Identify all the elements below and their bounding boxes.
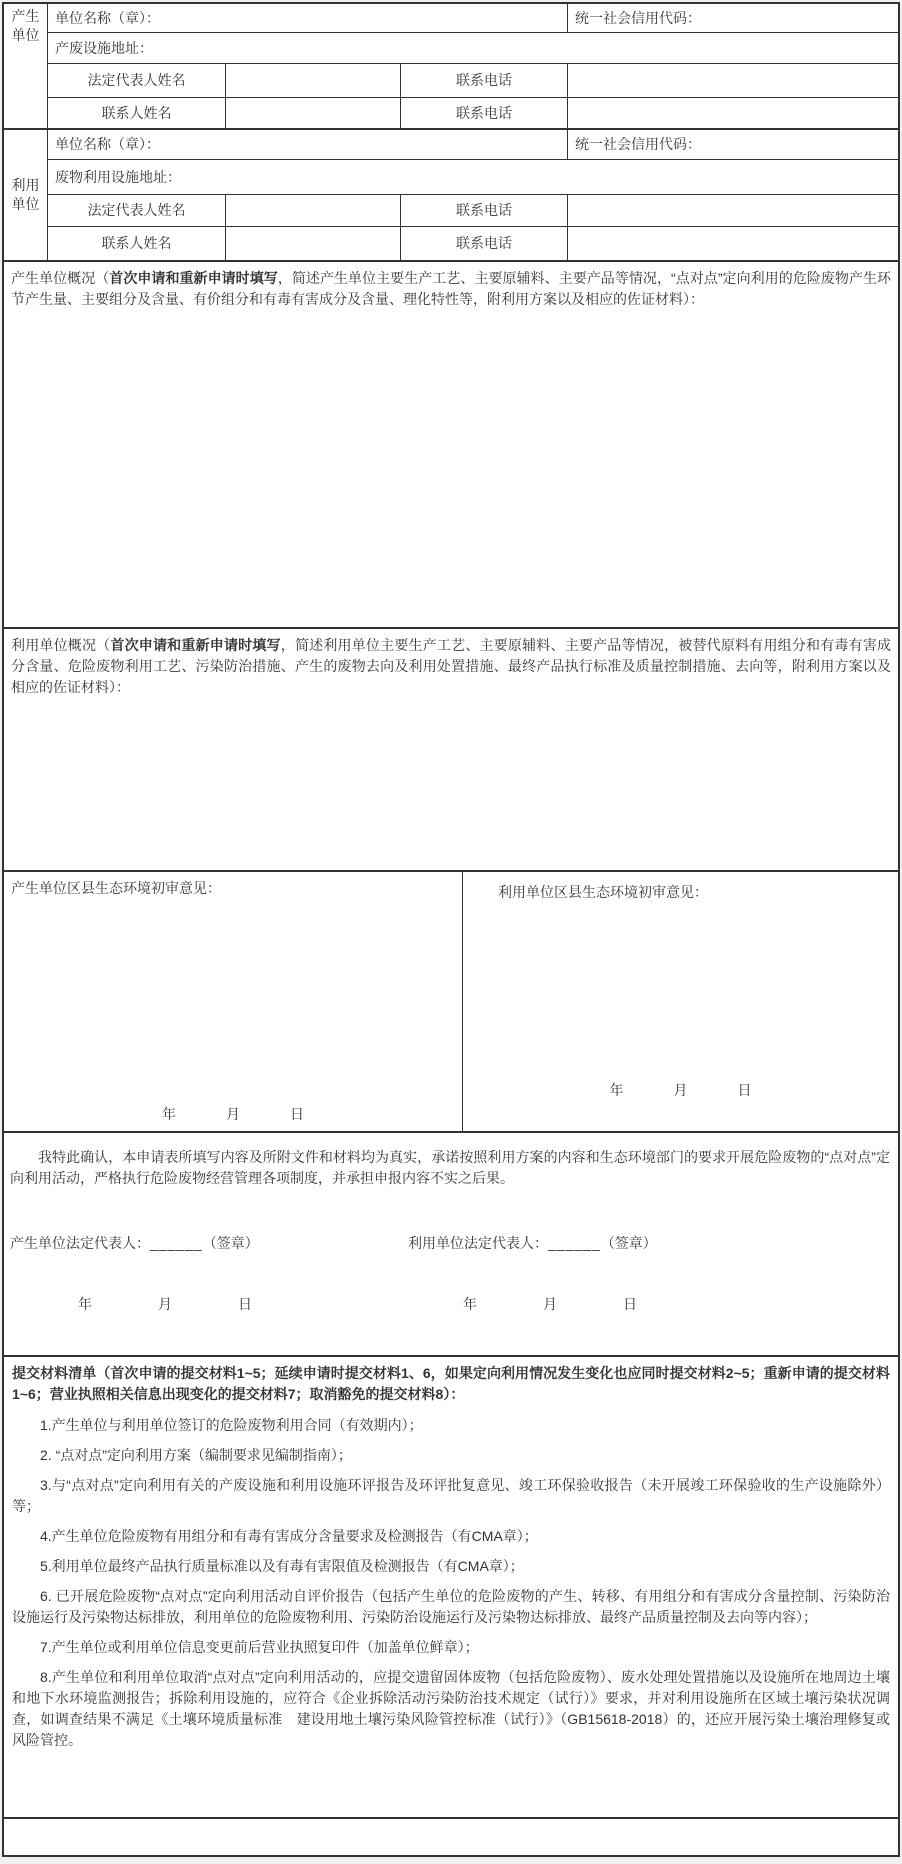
user-legal-rep-value-cell: [226, 195, 401, 227]
materials-item-6: 6. 已开展危险废物“点对点”定向利用活动自评价报告（包括产生单位的危险废物的产生、转移、有用组分和有害成分含量控制、污染防治设施运行及污染物达标排放，利用单位的危险废物利用、污染防治设施运行及污染物达标排放、最终产品质量控制及去向等内容）；: [12, 1588, 890, 1625]
day-label: 日: [238, 1296, 252, 1312]
user-contact-phone-label-cell: 联系电话: [401, 227, 568, 260]
empty-bottom-row: [4, 1819, 898, 1855]
hazardous-waste-point-to-point-application-form: [2, 2, 900, 1857]
month-label: 月: [158, 1296, 172, 1312]
materials-item-2: 2. “点对点”定向利用方案（编制要求见编制指南）；: [40, 1447, 352, 1463]
producer-legal-rep-value-cell: [226, 64, 401, 98]
producer-credit-code-cell: [568, 4, 898, 33]
producer-contact-label-cell: 联系人姓名: [48, 98, 226, 130]
user-contact-value-cell: [226, 227, 401, 260]
user-unit-name-cell: [48, 130, 568, 160]
credit-code-label: 统一社会信用代码：: [575, 9, 701, 26]
user-address-label: 废物利用设施地址：: [55, 168, 181, 185]
day-label: 日: [623, 1296, 637, 1312]
user-review-label: 利用单位区县生态环境初审意见：: [498, 884, 708, 900]
producer-review-date-line: [4, 1104, 462, 1125]
credit-code-label: 统一社会信用代码：: [575, 136, 701, 152]
year-label: 年: [463, 1296, 477, 1312]
producer-signature-line: 产生单位法定代表人：______（签章）: [10, 1235, 259, 1251]
signature-dates-row: [10, 1294, 892, 1315]
producer-unit-name-cell: [48, 4, 568, 33]
confirmation-section: [4, 1133, 898, 1357]
seal-label: （签章）: [202, 1235, 259, 1251]
year-label: 年: [78, 1296, 92, 1312]
user-legal-rep-phone-label-cell: 联系电话: [401, 195, 568, 227]
user-signature-line: 利用单位法定代表人：______（签章）: [408, 1235, 657, 1251]
review-opinions-row: [4, 872, 898, 1133]
signature-row: [10, 1233, 892, 1254]
producer-review-label: 产生单位区县生态环境初审意见：: [11, 880, 221, 896]
unit-name-label: 单位名称（章）：: [55, 136, 160, 152]
producer-legal-rep-label-cell: 法定代表人姓名: [48, 64, 226, 98]
day-label: 日: [290, 1106, 304, 1122]
day-label: 日: [737, 1082, 752, 1098]
producer-signature-date-line: [78, 1294, 408, 1315]
signature-blank: ______: [548, 1235, 601, 1251]
materials-item-1: 1.产生单位与利用单位签订的危险废物利用合同（有效期内）；: [40, 1417, 423, 1433]
user-credit-code-cell: [568, 130, 898, 160]
year-label: 年: [609, 1082, 624, 1098]
producer-contact-value-cell: [226, 98, 401, 130]
materials-item-8: 8.产生单位和利用单位取消“点对点”定向利用活动的，应提交遗留固体废物（包括危险废物）、废水处理处置措施以及设施所在地周边土壤和地下水环境监测报告；拆除利用设施的，应符合《企业拆除活动污染防治技术规定（试行）》要求，并对利用设施所在区域土壤污染状况调查，如调查结果不满足《土壤环境质量标准 建设用地土壤污染风险管控标准（试行）》（GB15618-2018）的，还应开展污染土壤治理修复或风险管控。: [12, 1669, 890, 1748]
producer-contact-phone-label-cell: 联系电话: [401, 98, 568, 130]
producer-review-cell: [4, 872, 463, 1131]
confirmation-text: 我特此确认，本申请表所填写内容及所附文件和材料均为真实，承诺按照利用方案的内容和生态环境部门的要求开展危险废物的“点对点”定向利用活动，严格执行危险废物经营管理各项制度，并承担申报内容不实之后果。: [10, 1149, 890, 1186]
materials-item-7: 7.产生单位或利用单位信息变更前后营业执照复印件（加盖单位鲜章）；: [40, 1639, 479, 1655]
producer-legal-rep-phone-label-cell: 联系电话: [401, 64, 568, 98]
producer-overview-text: 产生单位概况（首次申请和重新申请时填写，简述产生单位主要生产工艺、主要原辅料、主要产品等情况，“点对点”定向利用的危险废物产生环节产生量、主要组分及含量、有价组分和有毒有害成分及含量、理化特性等，附利用方案以及相应的佐证材料）：: [11, 270, 892, 307]
producer-row-label: 产生 单位: [4, 4, 48, 130]
materials-item-4: 4.产生单位危险废物有用组分和有毒有害成分含量要求及检测报告（有CMA章）；: [40, 1528, 538, 1544]
producer-address-cell: [48, 33, 898, 64]
user-legal-rep-label-cell: 法定代表人姓名: [48, 195, 226, 227]
signature-blank: ______: [150, 1235, 203, 1251]
user-address-cell: [48, 160, 898, 195]
producer-contact-phone-value-cell: [568, 98, 898, 130]
unit-name-label: 单位名称（章）：: [55, 9, 160, 26]
seal-label: （签章）: [600, 1235, 657, 1251]
user-overview-section: [4, 629, 898, 872]
unit-info-table: [4, 4, 898, 262]
user-review-date-line: [463, 1080, 898, 1101]
user-review-cell: [463, 872, 898, 1131]
producer-legal-rep-phone-value-cell: [568, 64, 898, 98]
materials-list-header: 提交材料清单（首次申请的提交材料1~5；延续申请时提交材料1、6，如果定向利用情况发生变化也应同时提交材料2~5；重新申请的提交材料1~6；营业执照相关信息出现变化的提交材料7；取消豁免的提交材料8）：: [12, 1365, 890, 1402]
year-label: 年: [162, 1106, 176, 1122]
user-contact-phone-value-cell: [568, 227, 898, 260]
materials-item-5: 5.利用单位最终产品执行质量标准以及有毒有害限值及检测报告（有CMA章）；: [40, 1558, 524, 1574]
month-label: 月: [543, 1296, 557, 1312]
user-overview-text: 利用单位概况（首次申请和重新申请时填写，简述利用单位主要生产工艺、主要原辅料、主要产品等情况，被替代原料有用组分和有毒有害成分含量、危险废物利用工艺、污染防治措施、产生的废物去向及利用处置措施、最终产品执行标准及质量控制措施、去向等，附利用方案以及相应的佐证材料）：: [11, 637, 892, 695]
user-row-label: 利用 单位: [4, 130, 48, 260]
month-label: 月: [226, 1106, 240, 1122]
materials-list-section: [4, 1357, 898, 1819]
month-label: 月: [673, 1082, 688, 1098]
user-signature-date-line: [463, 1294, 892, 1315]
user-legal-rep-phone-value-cell: [568, 195, 898, 227]
user-contact-label-cell: 联系人姓名: [48, 227, 226, 260]
producer-overview-section: [4, 262, 898, 629]
producer-address-label: 产废设施地址：: [55, 39, 153, 56]
materials-item-3: 3.与“点对点”定向利用有关的产废设施和利用设施环评报告及环评批复意见、竣工环保验收报告（未开展竣工环保验收的生产设施除外）等；: [12, 1477, 890, 1514]
